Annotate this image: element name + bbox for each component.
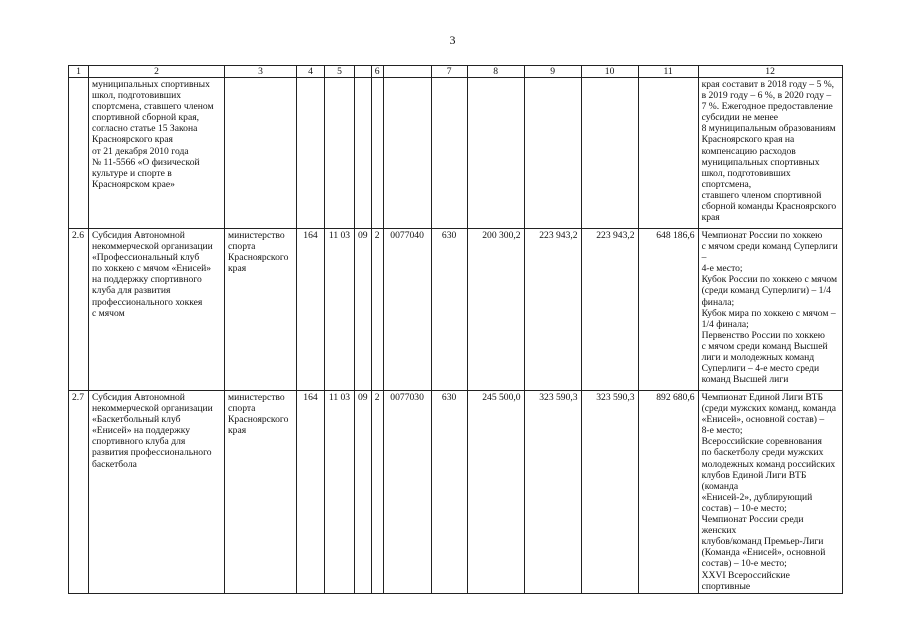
- header-cell: 11: [638, 66, 698, 78]
- empty-cell: [297, 78, 325, 229]
- measure-name-cell: Субсидия Автономной некоммерческой организации «Баскетбольный клуб «Енисей» на поддержку спортивного клуба для развития профессионального баскетбола: [89, 391, 225, 594]
- measure-name-cell: муниципальных спортивных школ, подготовивших спортсмена, ставшего членом спортивной сборной края, согласно статье 15 Закона Красноярского края от 21 декабря 2010 года № 11-5566 «О физической культуре и спорте в Красноярском крае»: [89, 78, 225, 229]
- header-cell: 4: [297, 66, 325, 78]
- table-row-continuation: [69, 78, 843, 229]
- rzpr-code-cell: 11 03: [325, 229, 355, 391]
- amount-2018-cell: 245 500,0: [467, 391, 524, 594]
- row-number-cell: 2.6: [69, 229, 89, 391]
- expected-result-cell: Чемпионат России по хоккею с мячом среди команд Суперлиги – 4-е место; Кубок России по хоккею с мячом (среди команд Суперлиги) – 1/4 финала; Кубок мира по хоккею с мячом – 1/4 финала; Первенство России по хоккею с мячом среди команд Высшей лиги и молодежных команд Суперлиги – 4-е место среди команд Высшей лиги: [698, 229, 842, 391]
- table-row-2-6: [69, 229, 843, 391]
- header-cell: 10: [581, 66, 638, 78]
- header-cell: 6: [371, 66, 383, 78]
- empty-cell: [69, 78, 89, 229]
- amount-2018-cell: 200 300,2: [467, 229, 524, 391]
- header-cell: 5: [325, 66, 355, 78]
- vr-code-cell: 630: [431, 229, 467, 391]
- page-number: 3: [449, 33, 456, 47]
- header-cell: 1: [69, 66, 89, 78]
- empty-cell: [225, 78, 297, 229]
- csr-code-part-3: 0077040: [383, 229, 431, 391]
- header-cell: 2: [89, 66, 225, 78]
- row-number-cell: 2.7: [69, 391, 89, 594]
- csr-code-part-1: 09: [355, 391, 372, 594]
- amount-2020-cell: 323 590,3: [581, 391, 638, 594]
- expected-result-cell: края составит в 2018 году – 5 %, в 2019 году – 6 %, в 2020 году – 7 %. Ежегодное предоставление субсидии не менее 8 муниципальным образованиям Красноярского края на компенсацию расходов муниципальных спортивных школ, подготовивших спортсмена, ставшего членом спортивной сборной команды Красноярского края: [698, 78, 842, 229]
- amount-total-cell: 892 680,6: [638, 391, 698, 594]
- empty-cell: [638, 78, 698, 229]
- table-row-2-7: [69, 391, 843, 594]
- header-cell: [355, 66, 372, 78]
- empty-cell: [355, 78, 372, 229]
- empty-cell: [581, 78, 638, 229]
- vr-code-cell: 630: [431, 391, 467, 594]
- header-row: [69, 66, 843, 78]
- grbs-code-cell: 164: [297, 391, 325, 594]
- header-cell: 3: [225, 66, 297, 78]
- amount-2019-cell: 323 590,3: [524, 391, 581, 594]
- organization-cell: министерство спорта Красноярского края: [225, 229, 297, 391]
- csr-code-part-2: 2: [371, 229, 383, 391]
- empty-cell: [325, 78, 355, 229]
- header-cell: 9: [524, 66, 581, 78]
- amount-total-cell: 648 186,6: [638, 229, 698, 391]
- empty-cell: [431, 78, 467, 229]
- rzpr-code-cell: 11 03: [325, 391, 355, 594]
- amount-2020-cell: 223 943,2: [581, 229, 638, 391]
- empty-cell: [524, 78, 581, 229]
- csr-code-part-1: 09: [355, 229, 372, 391]
- grbs-code-cell: 164: [297, 229, 325, 391]
- measure-name-cell: Субсидия Автономной некоммерческой организации «Профессиональный клуб по хоккею с мячом «Енисей» на поддержку спортивного клуба для развития профессионального хоккея с мячом: [89, 229, 225, 391]
- empty-cell: [467, 78, 524, 229]
- amount-2019-cell: 223 943,2: [524, 229, 581, 391]
- empty-cell: [383, 78, 431, 229]
- expected-result-cell: Чемпионат Единой Лиги ВТБ (среди мужских команд, команда «Енисей», основной состав) – 8-е место; Всероссийские соревнования по баскетболу среди мужских молодежных команд российских клубов Единой Лиги ВТБ (команда «Енисей-2», дублирующий состав) – 10-е место; Чемпионат России среди женских клубов/команд Премьер-Лиги (Команда «Енисей», основной состав) – 10-е место; XXVI Всероссийские спортивные: [698, 391, 842, 594]
- header-cell: [383, 66, 431, 78]
- header-cell: 12: [698, 66, 842, 78]
- header-cell: 7: [431, 66, 467, 78]
- csr-code-part-3: 0077030: [383, 391, 431, 594]
- empty-cell: [371, 78, 383, 229]
- csr-code-part-2: 2: [371, 391, 383, 594]
- organization-cell: министерство спорта Красноярского края: [225, 391, 297, 594]
- header-cell: 8: [467, 66, 524, 78]
- program-table: [68, 65, 843, 594]
